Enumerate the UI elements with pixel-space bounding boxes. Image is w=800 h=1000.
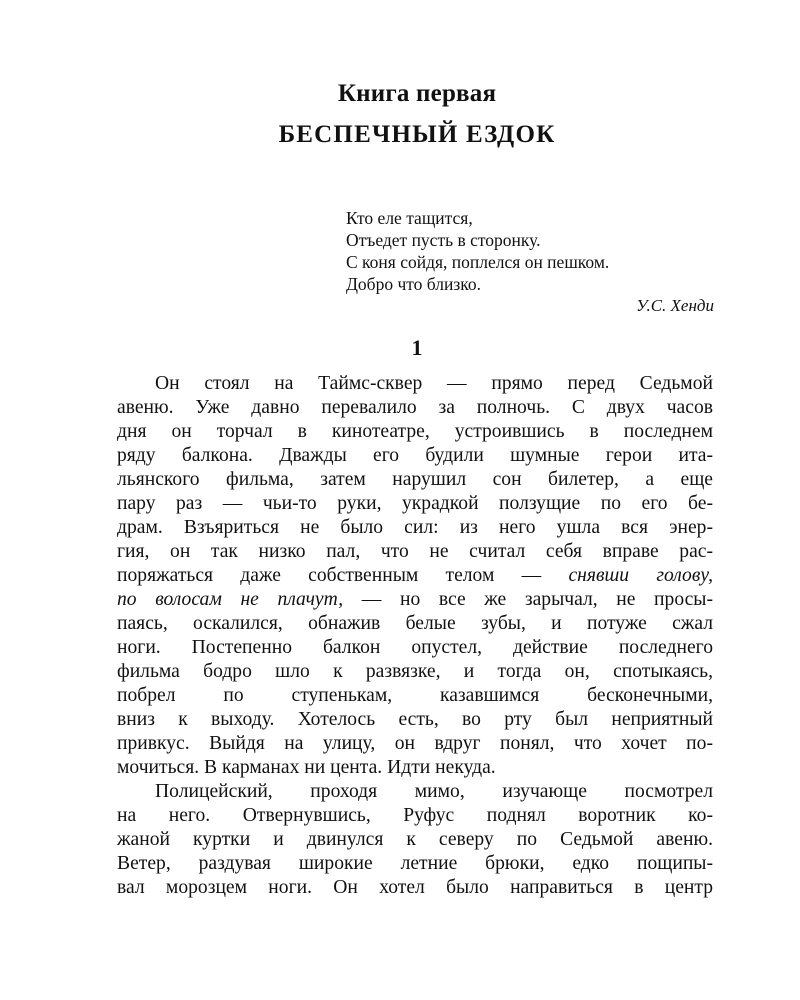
text-line: ряду балкона. Дважды его будили шумные герои ита- <box>117 445 713 466</box>
text-line: Полицейский, проходя мимо, изучающе посмотрел <box>155 781 713 802</box>
epigraph-line: Отъедет пусть в сторонку. <box>346 230 541 250</box>
text-line: побрел по ступенькам, казавшимся бесконечными, <box>117 685 713 706</box>
text-run: — но все же зарычал, не просы- <box>343 589 713 610</box>
text-line: мочиться. В карманах ни цента. Идти некуда. <box>117 757 496 778</box>
epigraph-line: С коня сойдя, поплелся он пешком. <box>346 252 610 272</box>
book-part-label: Книга первая <box>337 80 497 107</box>
book-part-title: БЕСПЕЧНЫЙ ЕЗДОК <box>278 121 556 148</box>
epigraph-line: Кто еле тащится, <box>346 208 473 228</box>
text-line: авеню. Уже давно перевалило за полночь. С двух часов <box>117 397 713 418</box>
chapter-body <box>117 372 713 900</box>
text-line: пару раз — чьи-то руки, украдкой ползущие по его бе- <box>117 493 713 514</box>
italic-quote: снявши голову, <box>568 565 713 586</box>
italic-quote: по волосам не плачут, <box>117 589 344 610</box>
text-line: гия, он так низко пал, что не считал себя вправе рас- <box>117 541 713 562</box>
text-run: поряжаться даже собственным телом — <box>117 565 569 586</box>
text-line: дня он торчал в кинотеатре, устроившись в последнем <box>117 421 713 442</box>
text-line <box>117 564 713 588</box>
text-line: на него. Отвернувшись, Руфус поднял воротник ко- <box>117 805 713 826</box>
text-line: ноги. Постепенно балкон опустел, действие последнего <box>117 637 713 658</box>
text-line: Он стоял на Таймс-сквер — прямо перед Седьмой <box>155 373 713 394</box>
text-line: вал морозцем ноги. Он хотел было направиться в центр <box>117 877 713 898</box>
text-line: привкус. Выйдя на улицу, он вдруг понял, что хочет по- <box>117 733 713 754</box>
epigraph <box>346 207 716 317</box>
text-line: льянского фильма, затем нарушил сон билетер, а еще <box>117 469 713 490</box>
text-line: драм. Взъяриться не было сил: из него ушла вся энер- <box>117 517 713 538</box>
text-line: паясь, оскалился, обнажив белые зубы, и потуже сжал <box>117 613 713 634</box>
text-line: фильма бодро шло к развязке, и тогда он, спотыкаясь, <box>117 661 713 682</box>
chapter-number: 1 <box>411 335 423 360</box>
text-line: жаной куртки и двинулся к северу по Седьмой авеню. <box>117 829 713 850</box>
text-line: вниз к выходу. Хотелось есть, во рту был неприятный <box>117 709 713 730</box>
epigraph-line: Добро что близко. <box>346 274 482 294</box>
epigraph-author: У.С. Хенди <box>636 296 714 315</box>
text-line <box>117 588 713 612</box>
text-line: Ветер, раздувая широкие летние брюки, едко пощипы- <box>117 853 713 874</box>
